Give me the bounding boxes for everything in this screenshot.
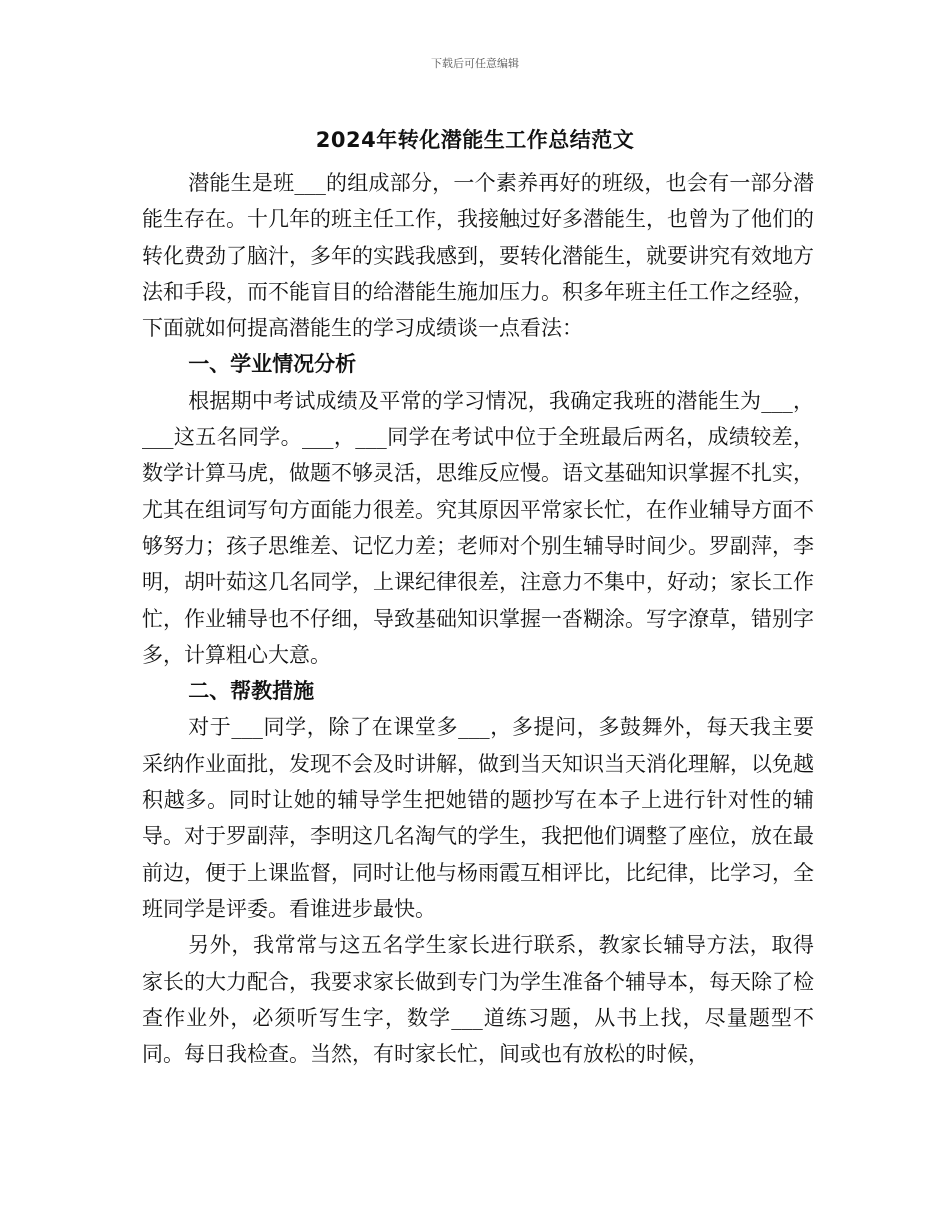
intro-paragraph: 潜能生是班___的组成部分，一个素养再好的班级，也会有一部分潜能生存在。十几年的班主任工作，我接触过好多潜能生，也曾为了他们的转化费劲了脑汁，多年的实践我感到，要转化潜能生，就要讲究有效地方法和手段，而不能盲目的给潜能生施加压力。积多年班主任工作之经验，下面就如何提高潜能生的学习成绩谈一点看法：: [142, 171, 814, 341]
section-1-paragraph: 根据期中考试成绩及平常的学习情况，我确定我班的潜能生为___，___这五名同学。___，___同学在考试中位于全班最后两名，成绩较差，数学计算马虎，做题不够灵活，思维反应慢。语文基础知识掌握不扎实，尤其在组词写句方面能力很差。究其原因平常家长忙，在作业辅导方面不够努力；孩子思维差、记忆力差；老师对个别生辅导时间少。罗副萍，李明，胡叶茹这几名同学，上课纪律很差，注意力不集中，好动；家长工作忙，作业辅导也不仔细，导致基础知识掌握一沓糊涂。写字潦草，错别字多，计算粗心大意。: [142, 388, 814, 667]
section-2-paragraph-2: 另外，我常常与这五名学生家长进行联系，教家长辅导方法，取得家长的大力配合，我要求家长做到专门为学生准备个辅导本，每天除了检查作业外，必须听写生字，数学___道练习题，从书上找，尽量题型不同。每日我检查。当然，有时家长忙，间或也有放松的时候，: [142, 933, 814, 1067]
section-2-heading: 二、帮教措施: [188, 679, 315, 704]
section-1-heading: 一、学业情况分析: [188, 352, 357, 377]
section-2-paragraph-1: 对于___同学，除了在课堂多___，多提问，多鼓舞外，每天我主要采纳作业面批，发现不会及时讲解，做到当天知识当天消化理解，以免越积越多。同时让她的辅导学生把她错的题抄写在本子上进行针对性的辅导。对于罗副萍，李明这几名淘气的学生，我把他们调整了座位，放在最前边，便于上课监督，同时让他与杨雨霞互相评比，比纪律，比学习，全班同学是评委。看谁进步最快。: [142, 715, 814, 921]
header-note: 下载后可任意编辑: [431, 57, 519, 70]
document-body: [142, 165, 814, 1072]
document-title: 2024年转化潜能生工作总结范文: [315, 128, 635, 152]
